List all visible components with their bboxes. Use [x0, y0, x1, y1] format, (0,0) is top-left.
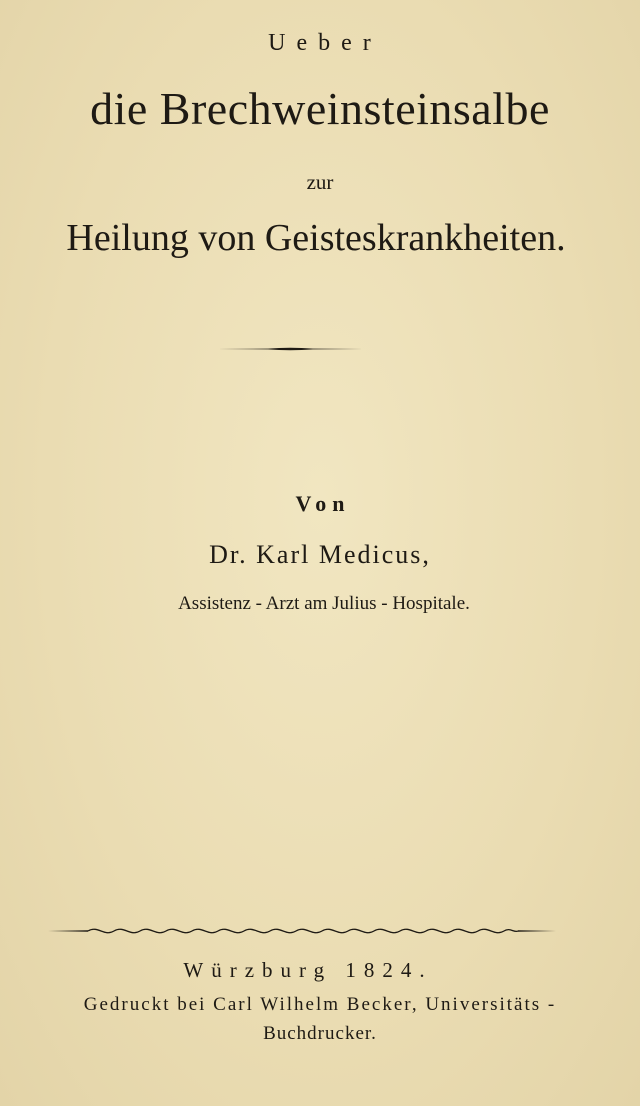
main-title: die Brechweinsteinsalbe	[90, 83, 550, 134]
title-divider-rule	[218, 347, 363, 351]
author-prefix: Von	[295, 491, 351, 516]
title-connector: zur	[306, 170, 334, 194]
imprint-printer: Gedruckt bei Carl Wilhelm Becker, Universitäts -	[83, 994, 557, 1015]
author-affiliation: Assistenz - Arzt am Julius - Hospitale.	[178, 593, 470, 614]
pre-title: Ueber	[268, 30, 382, 56]
author-name: Dr. Karl Medicus,	[209, 540, 431, 569]
subtitle: Heilung von Geisteskrankheiten.	[66, 217, 566, 259]
imprint-printer-continued: Buchdrucker.	[263, 1023, 377, 1044]
imprint-place-year: Würzburg 1824.	[183, 958, 433, 982]
ornamental-divider-rule	[48, 923, 556, 939]
